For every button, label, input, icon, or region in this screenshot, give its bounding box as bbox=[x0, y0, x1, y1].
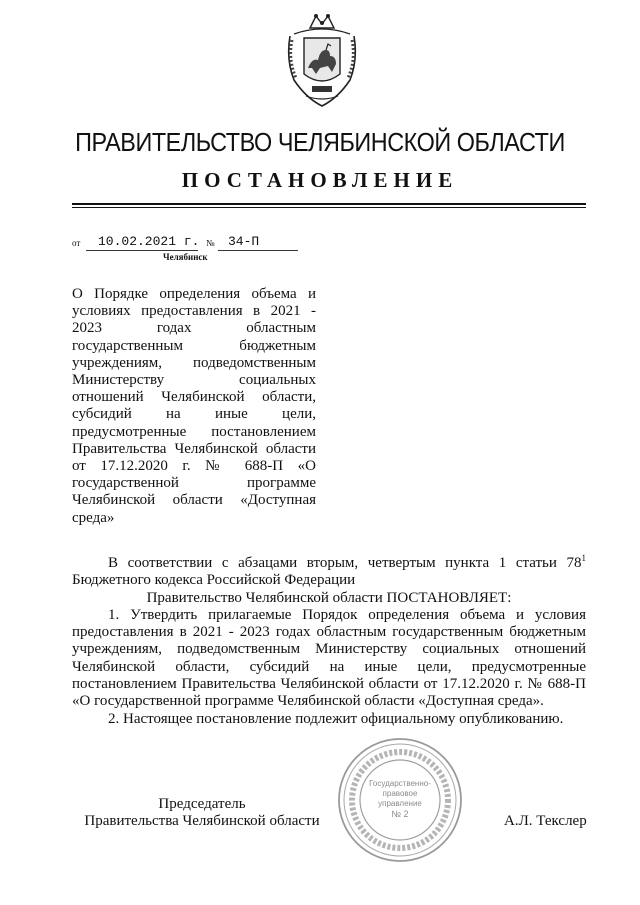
number-label: № bbox=[206, 238, 215, 248]
government-title: ПРАВИТЕЛЬСТВО ЧЕЛЯБИНСКОЙ ОБЛАСТИ bbox=[75, 127, 565, 157]
number-underline bbox=[218, 250, 298, 251]
preamble-text: В соответствии с абзацами вторым, четвертым пункта 1 статьи 78 bbox=[108, 555, 582, 571]
header-rule-thick bbox=[72, 203, 586, 205]
header-rule-thin bbox=[72, 207, 586, 208]
document-meta bbox=[72, 234, 312, 252]
seal-line-2: правовое bbox=[382, 789, 418, 798]
seal-line-1: Государственно- bbox=[369, 779, 431, 788]
official-seal-icon bbox=[336, 736, 464, 864]
date-underline bbox=[86, 250, 198, 251]
preamble-superscript: 1 bbox=[581, 553, 586, 563]
coat-of-arms-icon bbox=[286, 10, 358, 108]
signatory-title-line-1: Председатель bbox=[158, 796, 246, 812]
signatory-title bbox=[72, 796, 332, 830]
preamble-end: Бюджетного кодекса Российской Федерации bbox=[72, 572, 356, 589]
signatory-title-line-2: Правительства Челябинской области bbox=[84, 813, 320, 829]
seal-line-3: управление bbox=[378, 799, 422, 808]
seal-line-4: № 2 bbox=[391, 809, 409, 819]
preamble-paragraph bbox=[72, 550, 586, 590]
date-value: 10.02.2021 г. bbox=[98, 234, 200, 249]
date-label: от bbox=[72, 238, 81, 248]
document-subject: О Порядке определения объема и условиях предоставления в 2021 - 2023 годах областным государственным бюджетным учреждениям, подведомственным Министерству социальных отношений Челябинской области, субсидий на иные цели, предусмотренные постановлением Правительства Челябинской области от 17.12.2020 г. № 688-П «О государственной программе Челябинской области «Доступная среда» bbox=[72, 286, 316, 526]
signatory-name: А.Л. Текслер bbox=[504, 813, 587, 829]
item-1: 1. Утвердить прилагаемые Порядок определения объема и условия предоставления в 2021 - 2023 годах областным государственным бюджетным учреждениям, подведомственным Министерству социальных отношений Челябинской области, субсидий на иные цели, предусмотренные постановлением Правительства Челябинской области от 17.12.2020 г. № 688-П «О государственной программе Челябинской области «Доступная среда». bbox=[72, 606, 586, 710]
document-body bbox=[72, 550, 586, 728]
number-value: 34-П bbox=[228, 234, 260, 249]
document-type: ПОСТАНОВЛЕНИЕ bbox=[181, 168, 459, 192]
item-2: 2. Настоящее постановление подлежит официальному опубликованию. bbox=[108, 710, 564, 727]
city-name: Челябинск bbox=[163, 252, 208, 262]
decree-line: Правительство Челябинской области ПОСТАНОВЛЯЕТ: bbox=[146, 589, 512, 606]
